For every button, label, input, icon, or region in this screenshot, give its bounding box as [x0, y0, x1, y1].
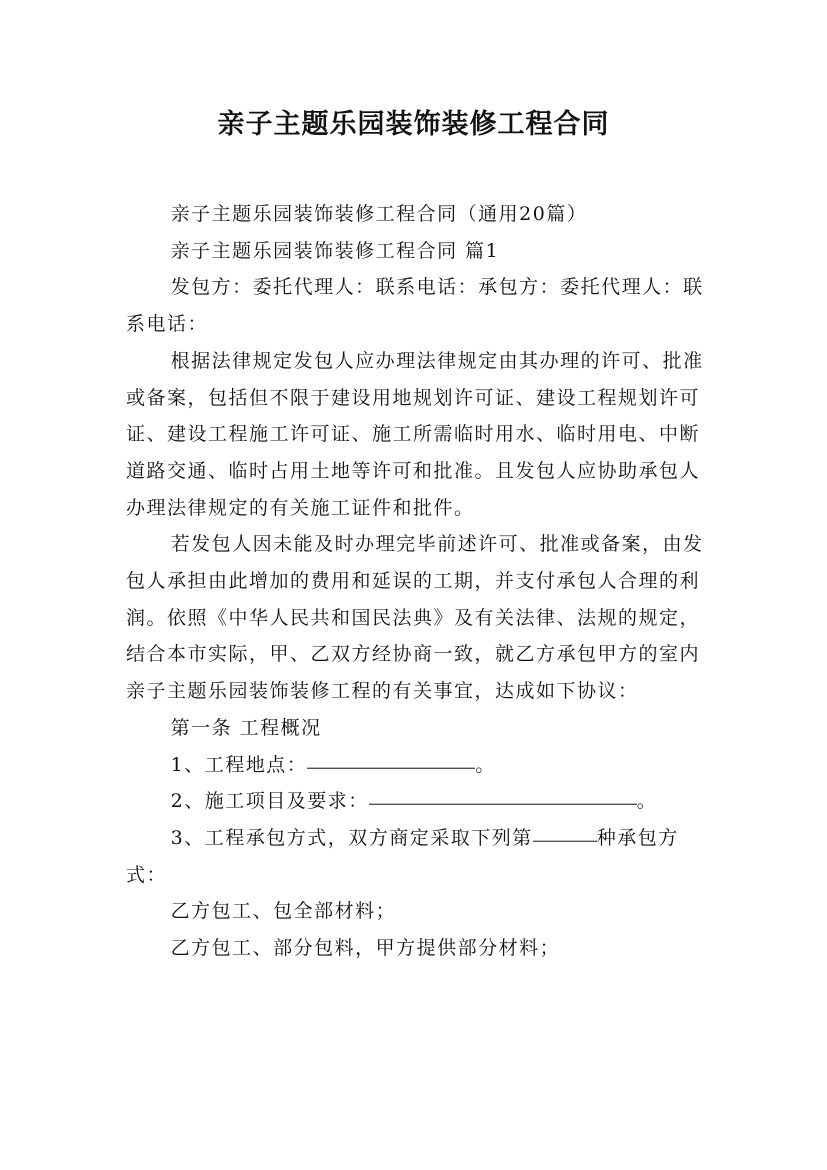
document-title: 亲子主题乐园装饰装修工程合同 — [217, 109, 610, 140]
item2-end: 。 — [636, 790, 658, 813]
permits-paragraph: 根据法律规定发包人应办理法律规定由其办理的许可、批准或备案，包括但不限于建设用地规划许可证、建设工程规划许可证、建设工程施工许可证、施工所需临时用水、临时用电、中断道路交通、临时占用土地等许可和批准。且发包人应协助承包人办理法律规定的有关施工证件和批件。 — [126, 349, 704, 519]
item1-label: 1、工程地点： — [170, 753, 308, 776]
item2-label: 2、施工项目及要求： — [170, 790, 369, 813]
section-heading: 亲子主题乐园装饰装修工程合同 篇1 — [170, 239, 500, 262]
item-contract-mode — [126, 820, 716, 893]
option-full-materials: 乙方包工、包全部材料； — [170, 900, 397, 923]
contract-mode-blank-field[interactable] — [533, 821, 597, 842]
item1-end: 。 — [475, 753, 496, 776]
document-body — [126, 196, 716, 967]
item-project-location — [126, 747, 716, 784]
construction-items-blank-field[interactable] — [369, 784, 637, 805]
option-partial-materials: 乙方包工、部分包料，甲方提供部分材料； — [170, 937, 561, 960]
location-blank-field[interactable] — [307, 747, 475, 768]
article-one-heading: 第一条 工程概况 — [170, 716, 322, 739]
delay-paragraph: 若发包人因未能及时办理完毕前述许可、批准或备案，由发包人承担由此增加的费用和延误的工期，并支付承包人合理的利润。依照《中华人民共和国民法典》及有关法律、法规的规定，结合本市实际，甲、乙双方经协商一致，就乙方承包甲方的室内亲子主题乐园装饰装修工程的有关事宜，达成如下协议： — [126, 533, 704, 703]
document-subtitle: 亲子主题乐园装饰装修工程合同（通用20篇） — [170, 203, 588, 225]
parties-line: 发包方：委托代理人：联系电话：承包方：委托代理人：联系电话： — [126, 276, 704, 336]
item3-end: 种承包方式： — [126, 826, 679, 886]
item3-label: 3、工程承包方式，双方商定采取下列第 — [170, 826, 533, 849]
item-construction-items — [126, 783, 716, 820]
